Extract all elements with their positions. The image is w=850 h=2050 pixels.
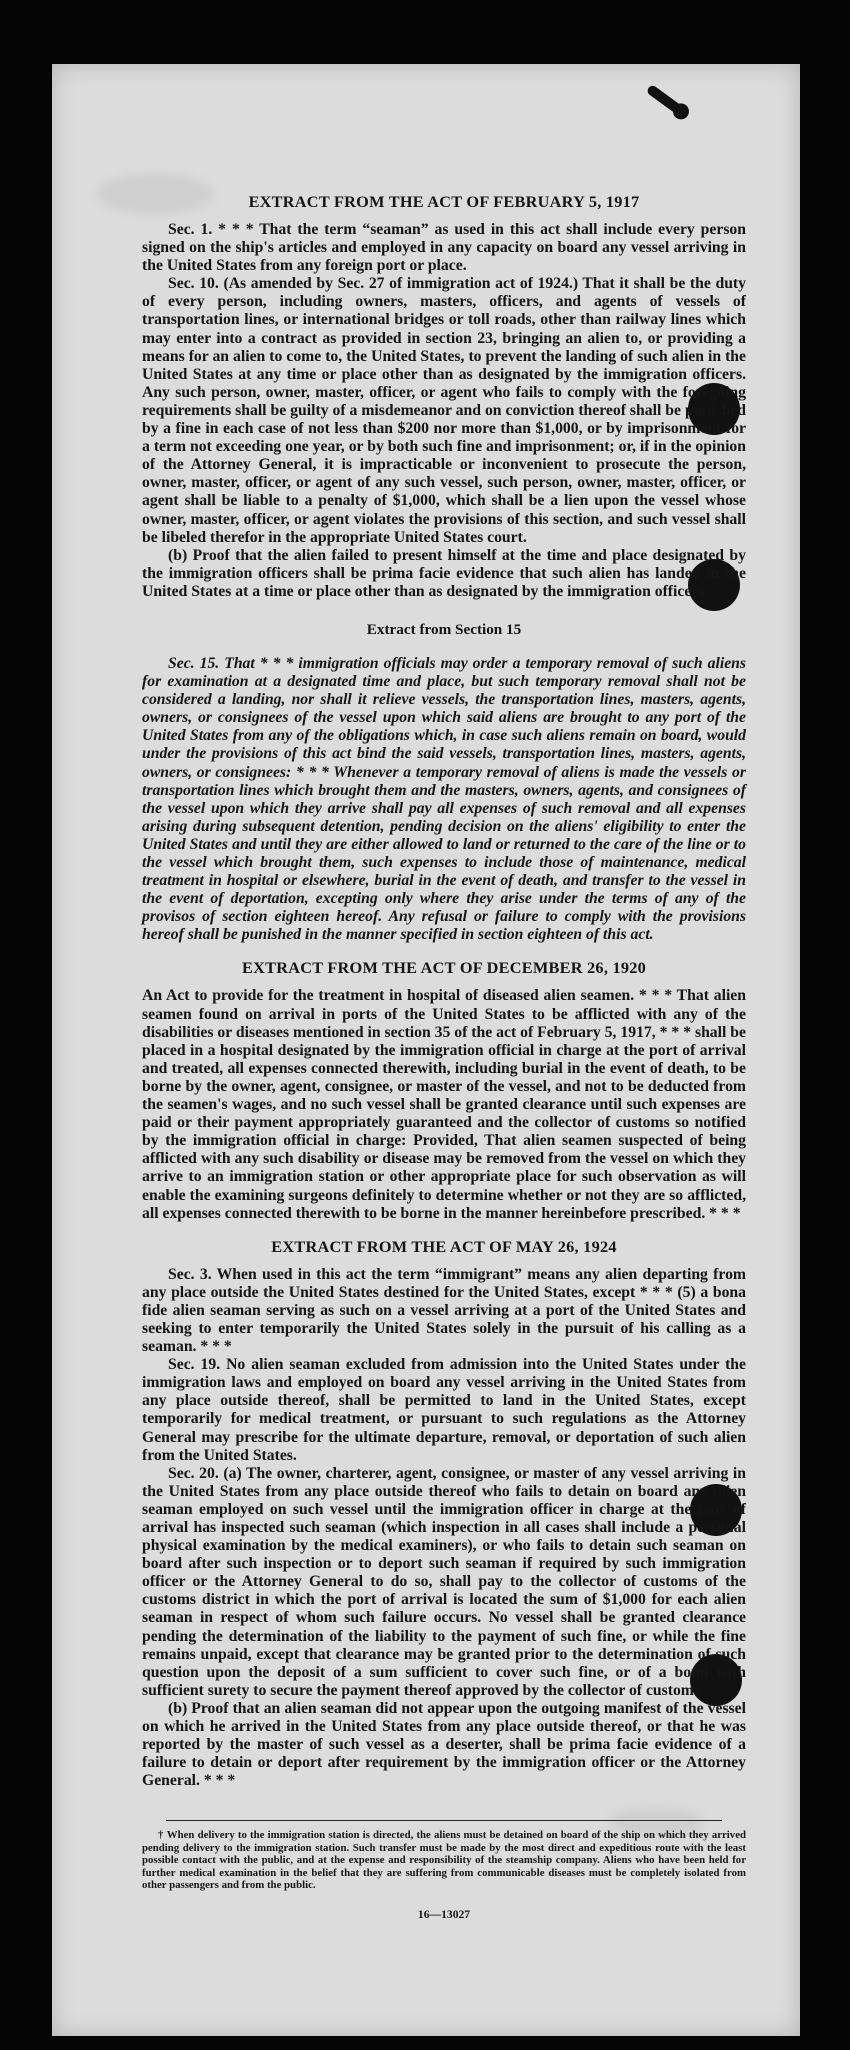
section-15-body [142, 655, 746, 945]
extract-1924-paragraph: Sec. 3. When used in this act the term “immigrant” means any alien departing from any place outside the United States destined for the United States, except * * * (5) a bona fide alien seaman serving as such on a vessel arriving at a port of the United States and seeking to enter temporarily the United States solely in the pursuit of his calling as a seaman. * * * [142, 1265, 746, 1356]
extract-1924-paragraph: (b) Proof that an alien seaman did not appear upon the outgoing manifest of the vessel on which he arrived in the United States from any place outside thereof, or that he was reported by the master of such vessel as a deserter, shall be prima facie evidence of a failure to detain or deport after requirement by the immigration officer or the Attorney General. * * * [142, 1699, 746, 1790]
footnote-divider [166, 1820, 722, 1821]
document-content [142, 192, 746, 1921]
extract-1917-paragraph: Sec. 1. * * * That the term “seaman” as used in this act shall include every person signed on the ship's articles and employed in any capacity on board any vessel arriving in the United States from any foreign port or place. [142, 221, 746, 275]
footnote: † When delivery to the immigration station is directed, the aliens must be detained on board of the ship on which they arrived pending delivery to the immigration station. Such transfer must be made by the most direct and expeditious route with the least possible contact with the public, and at the expense and responsibility of the steamship company. Aliens who have been held for further medical examination in the belief that they are suffering from communicable diseases must be completely isolated from other passengers and from the public. [142, 1829, 746, 1892]
extract-1924-paragraph: Sec. 20. (a) The owner, charterer, agent, consignee, or master of any vessel arriving in the United States from any place outside thereof who fails to detain on board any alien seaman employed on such vessel until the immigration officer in charge at the port of arrival has inspected such seaman (which inspection in all cases shall include a personal physical examination by the medical examiners), or who fails to detain such seaman on board after such inspection or to deport such seaman if required by such immigration officer or the Attorney General to do so, shall pay to the collector of customs of the customs district in which the port of arrival is located the sum of $1,000 for each alien seaman in respect of whom such failure occurs. No vessel shall be granted clearance pending the determination of the liability to the payment of such fine, or while the fine remains unpaid, except that clearance may be granted prior to the determination of such question upon the deposit of a sum sufficient to cover such fine, or of a bond with sufficient surety to secure the payment thereof approved by the collector of customs. [142, 1464, 746, 1699]
extract-1920-heading: EXTRACT FROM THE ACT OF DECEMBER 26, 1920 [241, 958, 647, 978]
form-number: 16—13027 [417, 1907, 471, 1921]
section-15-paragraph: Sec. 15. That * * * immigration officials may order a temporary removal of such aliens for examination at a designated time and place, but such temporary removal shall not be considered a landing, nor shall it relieve vessels, the transportation lines, masters, agents, owners, or consignees of the vessel upon which said aliens are brought to any port of the United States from any of the obligations which, in case such aliens remain on board, would under the provisions of this act bind the said vessels, transportation lines, masters, agents, owners, or consignees: * * * Whenever a temporary removal of aliens is made the vessels or transportation lines which brought them and the masters, owners, agents, and consignees of the vessel upon which they arrive shall pay all expenses of such removal and all expenses arising during subsequent detention, pending decision on the aliens' eligibility to enter the United States and until they are either allowed to land or returned to the care of the line or to the vessel which brought them, such expenses to include those of maintenance, medical treatment in hospital or elsewhere, burial in the event of death, and transfer to the vessel in the event of deportation, excepting only where they arise under the terms of any of the provisos of section eighteen hereof. Any refusal or failure to comply with the provisions hereof shall be punished in the manner specified in section eighteen of this act. [142, 654, 746, 944]
extract-1917-body [142, 221, 746, 601]
section-15-heading: Extract from Section 15 [366, 620, 522, 638]
extract-1924-heading: EXTRACT FROM THE ACT OF MAY 26, 1924 [271, 1236, 617, 1256]
extract-1917-heading: EXTRACT FROM THE ACT OF FEBRUARY 5, 1917 [248, 192, 640, 211]
extract-1920-body [142, 987, 746, 1222]
extract-1917-paragraph: (b) Proof that the alien failed to present himself at the time and place designated by the immigration officers shall be prima facie evidence that such alien has landed in the United States at a time or place other than as designated by the immigration officers. [142, 546, 746, 600]
extract-1920-paragraph: An Act to provide for the treatment in hospital of diseased alien seamen. * * * That alien seamen found on arrival in ports of the United States to be afflicted with any of the disabilities or diseases mentioned in section 35 of the act of February 5, 1917, * * * shall be placed in a hospital designated by the immigration official in charge at the port of arrival and treated, all expenses connected therewith, including burial in the event of death, to be borne by the owner, agent, consignee, or master of the vessel, and not to be deducted from the seamen's wages, and no such vessel shall be granted clearance until such expenses are paid or their payment appropriately guaranteed and the collector of customs so notified by the immigration official in charge: Provided, That alien seamen suspected of being afflicted with any such disability or disease may be removed from the vessel on which they arrive to an immigration station or other appropriate place for such observation as will enable the examining surgeons definitely to determine whether or not they are so afflicted, all expenses connected therewith to be borne in the manner hereinbefore prescribed. * * * [142, 987, 746, 1222]
extract-1917-paragraph: Sec. 10. (As amended by Sec. 27 of immigration act of 1924.) That it shall be the duty of every person, including owners, masters, officers, and agents of vessels of transportation lines, or international bridges or toll roads, other than railway lines which may enter into a contract as provided in section 23, bringing an alien to, or providing a means for an alien to come to, the United States, to prevent the landing of such alien in the United States at any time or place other than as designated by the immigration officers. Any such person, owner, master, officer, or agent who fails to comply with the foregoing requirements shall be guilty of a misdemeanor and on conviction thereof shall be punished by a fine in each case of not less than $200 nor more than $1,000, or by imprisonment for a term not exceeding one year, or by both such fine and imprisonment; or, if in the opinion of the Attorney General, it is impracticable or inconvenient to prosecute the person, owner, master, officer, or agent of any such vessel, such person, owner, master, officer, or agent shall be liable to a penalty of $1,000, which shall be a lien upon the vessel whose owner, master, officer, or agent violates the provisions of this section, and such vessel shall be libeled therefor in the appropriate United States court. [142, 275, 746, 546]
extract-1924-paragraph: Sec. 19. No alien seaman excluded from admission into the United States under the immigration laws and employed on board any vessel arriving in the United States from any place outside thereof, shall be permitted to land in the United States, except temporarily for medical treatment, or pursuant to such regulations as the Attorney General may prescribe for the ultimate departure, removal, or deportation of such alien from the United States. [142, 1356, 746, 1464]
extract-1924-body [142, 1266, 746, 1791]
